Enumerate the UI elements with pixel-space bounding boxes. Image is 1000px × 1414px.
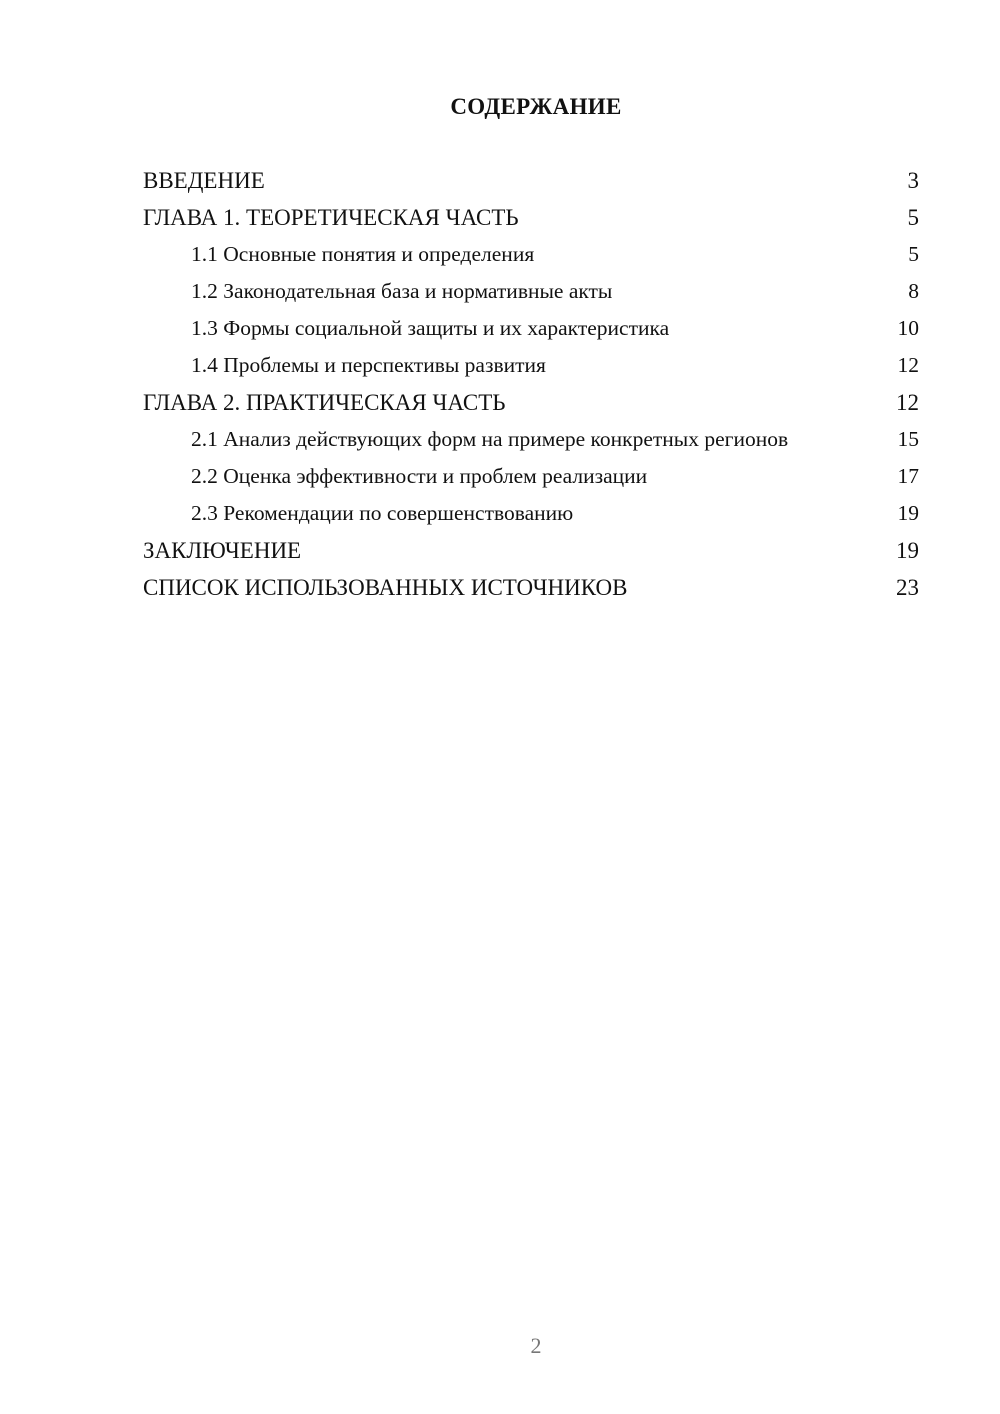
toc-entry-label: 2.3 Рекомендации по совершенствованию [191,501,574,525]
toc-subentry [143,279,919,304]
toc-entry-page: 19 [896,538,919,563]
toc-entry-label: ВВЕДЕНИЕ [143,168,265,193]
toc-subentry [143,501,919,526]
toc-entry-page: 8 [908,279,919,303]
toc-entry-page: 12 [896,390,919,415]
toc-entry-page: 5 [907,205,919,230]
toc-entry [143,538,919,563]
toc-entry-label: ЗАКЛЮЧЕНИЕ [143,538,302,563]
toc-entry-label: СПИСОК ИСПОЛЬЗОВАННЫХ ИСТОЧНИКОВ [143,575,628,600]
toc-entry [143,390,919,415]
toc-entry [143,168,919,193]
toc-entry-label: 1.2 Законодательная база и нормативные акты [191,279,613,303]
toc-entry-page: 19 [897,501,919,525]
page-number: 2 [530,1333,542,1358]
toc-entry-label: ГЛАВА 1. ТЕОРЕТИЧЕСКАЯ ЧАСТЬ [143,205,519,230]
toc-entry-page: 5 [908,242,919,266]
toc-entry-page: 15 [897,427,919,451]
toc-entry [143,205,919,230]
toc-entry-page: 10 [897,316,919,340]
toc-entry-page: 12 [897,353,919,377]
toc-subentry [143,242,919,267]
toc-entry-label: ГЛАВА 2. ПРАКТИЧЕСКАЯ ЧАСТЬ [143,390,506,415]
toc-subentry [143,353,919,378]
toc-entry-label: 1.4 Проблемы и перспективы развития [191,353,546,377]
toc-entry-label: 2.2 Оценка эффективности и проблем реализации [191,464,648,488]
toc-subentry [143,464,919,489]
toc-entry-label: 1.3 Формы социальной защиты и их характеристика [191,316,670,340]
toc-entry-page: 17 [897,464,919,488]
toc-entry [143,575,919,600]
toc-entry-label: 2.1 Анализ действующих форм на примере конкретных регионов [191,427,789,451]
toc-entry-page: 3 [907,168,919,193]
table-of-contents [143,168,919,612]
toc-entry-label: 1.1 Основные понятия и определения [191,242,535,266]
toc-subentry [143,427,919,452]
page-title: СОДЕРЖАНИЕ [450,94,622,119]
toc-subentry [143,316,919,341]
toc-entry-page: 23 [896,575,919,600]
